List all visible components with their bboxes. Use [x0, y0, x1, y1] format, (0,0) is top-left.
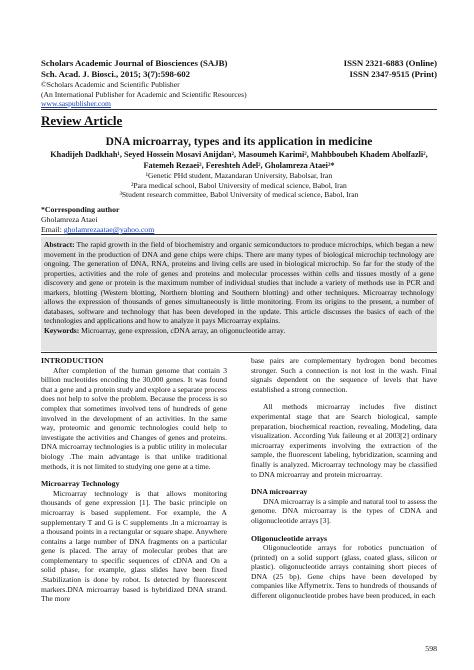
- email-label: Email:: [41, 225, 62, 234]
- article-title: DNA microarray, types and its application in medicine: [105, 136, 373, 148]
- publisher-line: ©Scholars Academic and Scientific Publisher: [41, 80, 180, 89]
- website-link[interactable]: www.saspublisher.com: [41, 99, 111, 108]
- author-list: [41, 150, 437, 171]
- header-rule: [41, 109, 437, 110]
- continued-paragraph: base pairs are complementary hydrogen bond becomes stronger. Such a connection is not lost in the wash. Final signals dependent on the sequence of levels that have established a strong connection.: [251, 356, 437, 394]
- oligo-heading: Oligonucleotide arrays: [251, 533, 328, 543]
- journal-name: Scholars Academic Journal of Biosciences (SAJB): [41, 58, 228, 68]
- abstract-bottom-rule: [41, 352, 437, 353]
- keywords-label: Keywords:: [44, 325, 80, 335]
- intro-paragraph: After completion of the human genome that contain 3 billion nucleotides encoding the 30,000 genes. It was found that a gene and a protein study and explore a separate process does not help to solve the problem. Because the process is so complex that sometimes involved tens of hundreds of gene involved in the development of an activities. In the same way, proteomic and genomic technologies could help to investigate the activities and Changes of genes and proteins. DNA microarray technologies is a public utility in molecular biology .The main advantage is that unlike traditional methods, it is not limited to studying one gene at a time.: [41, 365, 227, 471]
- dna-microarray-heading: DNA microarray: [251, 487, 308, 497]
- methods-paragraph: All methods microarray includes five distinct experimental stage that are Search biological, sample preparation, biochemical reaction, revealing, Modeling, data visualization. According Yuk faileung et al 2003[2] ordinary microarray experiments involving the extraction of the sample, the fluorescent labeling, hybridization, scanning and finally is analyzed. Microarray technology may be classified to DNA microarray and protein microarray.: [251, 402, 437, 479]
- right-column: [251, 356, 437, 601]
- affiliation-3: ³Student research committee, Babol University of medical science, Babol, Iran: [119, 190, 359, 200]
- email-link[interactable]: gholamrezaatae@yahoo.com: [63, 225, 155, 234]
- section-label: Review Article: [41, 113, 123, 128]
- affiliation-2: ²Para medical school, Babol University of medical science, Babol, Iran: [131, 180, 347, 190]
- page-number: 598: [425, 644, 437, 653]
- publisher-tagline: (An International Publisher for Academic and Scientific Resources): [41, 89, 247, 99]
- intro-heading: INTRODUCTION: [41, 356, 104, 365]
- abstract-text: The rapid growth in the field of biochemistry and organic semiconductors to produce microchips, which began a new movement in the production of DNA and gene chips were chips. There are many types of biological microchip technology are ongoing. The generation of DNA, RNA, proteins and living cells are used in biological microchip. So far for the study of the properties, activities and the role of genes and proteins and molecular processes within cells and tissues mostly of a gene discovery and gene or protein is the maximum number of individual studies that include a variety of methods use in PCR and markers, blotting (Western blotting, Northern blotting and Southern blotting) and other techniques. Microarray technology allows the expression of thousands of genes simultaneously is little monitoring. From its origins to the present, a number of databases, software and technology that has been developed in the update. This article discusses the basics of each of the technologies and applications and how to analyze it pays Microarray explains.: [44, 240, 434, 326]
- keywords-text: Microarray, gene expression, cDNA array, an oligonucleotide array.: [79, 325, 286, 335]
- left-column: [41, 356, 227, 604]
- issn-online: ISSN 2321-6883 (Online): [343, 58, 437, 68]
- affiliation-1: ¹Genetic PHd student, Mazandaran University, Babolsar, Iran: [145, 171, 333, 180]
- journal-header: [41, 58, 437, 109]
- microarray-heading: Microarray Technology: [41, 479, 120, 489]
- oligo-paragraph: Oligonucleotide arrays for robotics punctuation of (printed) on a solid support (glass, coated glass, silicon or plastic). oligonucleotide arrays containing short pieces of DNA (25 bp). Gene chips have been developed by companies like Affymetrix. Tens to hundreds of thousands of different oligonucleotide probes have been produced, in each: [251, 543, 437, 601]
- authors-line-1: Khadijeh Dadkhah¹, Seyed Hossein Mosavi Anijdan², Masoumeh Karimi², Mahbboubeh Khadem Abolfazli²,: [50, 150, 428, 159]
- citation: Sch. Acad. J. Biosci., 2015; 3(7):598-602: [41, 69, 191, 79]
- corresponding-name: Gholamreza Ataei: [41, 215, 98, 224]
- authors-line-2: Fatemeh Rezaei², Fereshteh Adel², Gholamreza Ataei²*: [143, 160, 335, 170]
- microarray-paragraph: Microarray technology is that allows monitoring thousands of gene expression [1]. The basic principle on microarray is based supplement. For example, the A supplementary T and G is C supplements .In a microarray is a thousand points in a rectangular or square shape. Anywhere contains a large number of DNA fragments on a particular gene is placed. The array of molecular probes that are complementary to specific sequences of cDNA and On a solid phase, for example, glass slides have been fixed .Stabilization is done by robot. Is detected by fluorescent markers.DNA microarray based is hybridized DNA strand. The more: [41, 488, 227, 604]
- issn-print: ISSN 2347-9515 (Print): [349, 69, 437, 79]
- abstract-top-rule: [41, 234, 437, 235]
- abstract-box: [41, 237, 437, 351]
- abstract-label: Abstract:: [44, 240, 75, 249]
- dna-microarray-paragraph: DNA microarray is a simple and natural tool to assess the genome. DNA microarray is the types of CDNA and oligonucleotide arrays [3].: [251, 496, 437, 525]
- corresponding-label: *Corresponding author: [41, 205, 120, 214]
- corresponding-author: [41, 205, 437, 235]
- affiliations: [41, 171, 437, 200]
